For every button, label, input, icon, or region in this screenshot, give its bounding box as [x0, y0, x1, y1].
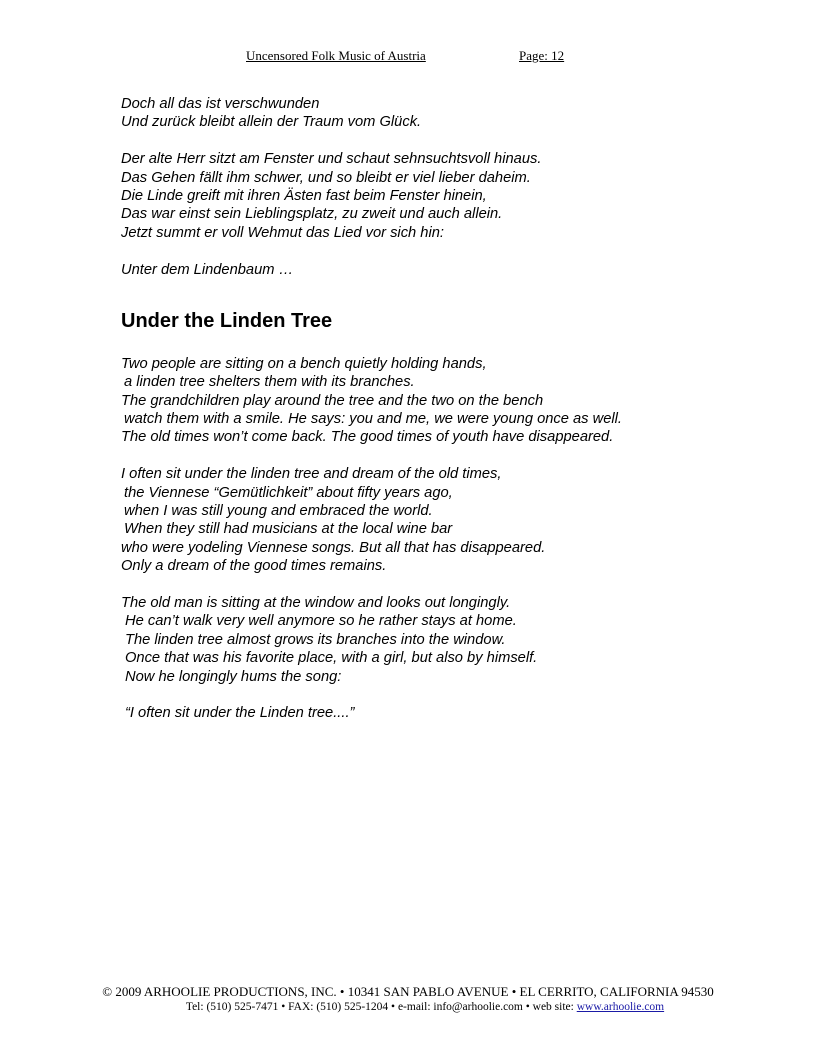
english-stanza [121, 704, 741, 722]
document-title: Uncensored Folk Music of Austria [246, 48, 426, 63]
lyric-line: Doch all das ist verschwunden [121, 96, 320, 112]
footer-contact [0, 1000, 816, 1015]
page-number: Page: 12 [519, 48, 565, 63]
lyric-line: Two people are sitting on a bench quietly holding hands, [121, 355, 487, 372]
english-stanza [121, 594, 741, 686]
lyric-line: Only a dream of the good times remains. [121, 558, 387, 575]
lyric-line: the Viennese “Gemütlichkeit” about fifty years ago, [124, 484, 453, 501]
section-heading: Under the Linden Tree [121, 309, 333, 332]
page-header [0, 48, 816, 66]
lyric-line: The linden tree almost grows its branches into the window. [125, 631, 506, 648]
lyric-line: He can’t walk very well anymore so he rather stays at home. [125, 613, 517, 630]
lyric-line: a linden tree shelters them with its branches. [124, 374, 415, 391]
lyric-line: Das Gehen fällt ihm schwer, und so bleibt er viel lieber daheim. [121, 169, 531, 186]
lyric-line: When they still had musicians at the local wine bar [124, 521, 453, 538]
lyric-line: “I often sit under the Linden tree....” [125, 705, 355, 722]
lyric-line: The grandchildren play around the tree and the two on the bench [121, 392, 544, 409]
lyric-line: Jetzt summt er voll Wehmut das Lied vor sich hin: [121, 224, 444, 241]
german-stanza [121, 261, 741, 279]
english-stanza [121, 355, 741, 447]
english-stanza [121, 465, 741, 575]
lyric-line: Der alte Herr sitzt am Fenster und schaut sehnsuchtsvoll hinaus. [121, 151, 542, 168]
lyric-line: The old man is sitting at the window and looks out longingly. [121, 594, 511, 611]
lyric-line: I often sit under the linden tree and dream of the old times, [121, 466, 502, 483]
page-footer [0, 984, 816, 1015]
lyric-line: Die Linde greift mit ihren Ästen fast beim Fenster hinein, [121, 187, 487, 204]
lyric-line: watch them with a smile. He says: you and me, we were young once as well. [124, 411, 622, 428]
website-link[interactable]: www.arhoolie.com [576, 1001, 665, 1013]
lyric-line: Das war einst sein Lieblingsplatz, zu zweit und auch allein. [121, 206, 503, 223]
lyric-line: Now he longingly hums the song: [125, 668, 342, 685]
lyric-line: when I was still young and embraced the world. [124, 503, 433, 520]
lyric-line: Und zurück bleibt allein der Traum vom Glück. [121, 114, 422, 131]
german-stanza [121, 150, 741, 242]
footer-contact-text: Tel: (510) 525-7471 • FAX: (510) 525-1204 • e-mail: info@arhoolie.com • web site: [185, 1001, 577, 1013]
lyrics-content [121, 95, 741, 741]
lyric-line: Unter dem Lindenbaum … [121, 261, 294, 278]
lyric-line: Once that was his favorite place, with a girl, but also by himself. [125, 650, 538, 667]
german-stanza [121, 95, 741, 132]
lyric-line: The old times won’t come back. The good times of youth have disappeared. [121, 429, 614, 446]
footer-copyright: © 2009 ARHOOLIE PRODUCTIONS, INC. • 10341 SAN PABLO AVENUE • EL CERRITO, CALIFORNIA 94530 [102, 984, 714, 999]
lyric-line: who were yodeling Viennese songs. But all that has disappeared. [121, 539, 546, 556]
